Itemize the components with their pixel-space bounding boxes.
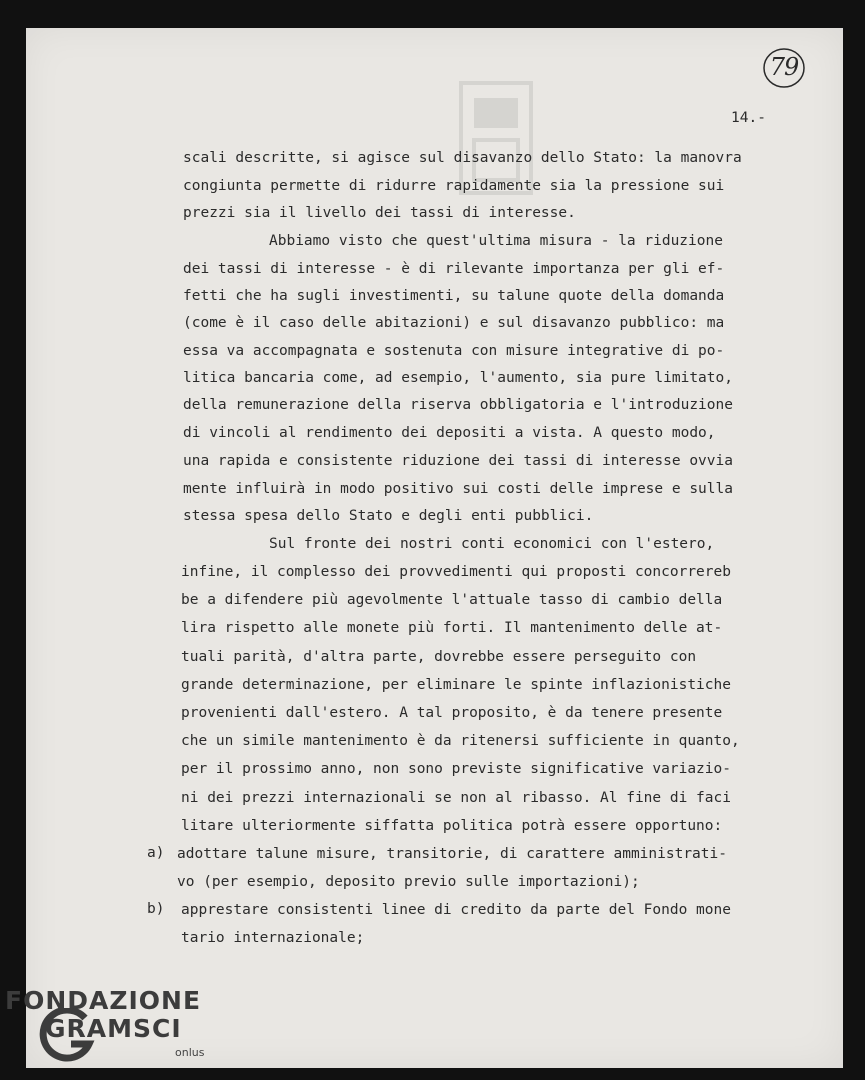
fondazione-gramsci-logo (5, 986, 220, 1066)
list-marker-b: b) (147, 901, 165, 917)
text-line: vo (per esempio, deposito previo sulle importazioni); (177, 874, 640, 890)
text-line: mente influirà in modo positivo sui costi delle imprese e sulla (183, 481, 733, 497)
text-line: di vincoli al rendimento dei depositi a vista. A questo modo, (183, 425, 716, 441)
text-line: be a difendere più agevolmente l'attuale tasso di cambio della (181, 592, 723, 608)
logo-line-3: onlus (175, 1046, 205, 1059)
text-line: Sul fronte dei nostri conti economici con l'estero, (269, 536, 715, 552)
text-line: ni dei prezzi internazionali se non al ribasso. Al fine di faci (181, 790, 731, 806)
page-number: 14.- (731, 110, 766, 126)
text-line: che un simile mantenimento è da ritenersi sufficiente in quanto, (181, 733, 740, 749)
text-line: grande determinazione, per eliminare le spinte inflazionistiche (181, 677, 731, 693)
text-line: tuali parità, d'altra parte, dovrebbe essere perseguito con (181, 649, 697, 665)
text-line: (come è il caso delle abitazioni) e sul disavanzo pubblico: ma (183, 315, 725, 331)
list-marker-a: a) (147, 845, 165, 861)
text-line: litare ulteriormente siffatta politica potrà essere opportuno: (181, 818, 723, 834)
text-line: tario internazionale; (181, 930, 365, 946)
text-line: lira rispetto alle monete più forti. Il mantenimento delle at- (181, 620, 723, 636)
text-line: litica bancaria come, ad esempio, l'aumento, sia pure limitato, (183, 370, 733, 386)
text-line: per il prossimo anno, non sono previste significative variazio- (181, 761, 731, 777)
text-line: fetti che ha sugli investimenti, su talune quote della domanda (183, 288, 725, 304)
text-line: dei tassi di interesse - è di rilevante importanza per gli ef- (183, 261, 725, 277)
text-line: infine, il complesso dei provvedimenti qui proposti concorrereb (181, 564, 731, 580)
logo-line-1: FONDAZIONE (5, 986, 202, 1015)
text-line: stessa spesa dello Stato e degli enti pubblici. (183, 508, 594, 524)
text-line: adottare talune misure, transitorie, di carattere amministrati- (177, 846, 727, 862)
text-line: prezzi sia il livello dei tassi di interesse. (183, 205, 576, 221)
text-line: Abbiamo visto che quest'ultima misura - la riduzione (269, 233, 723, 249)
text-line: una rapida e consistente riduzione dei tassi di interesse ovvia (183, 453, 733, 469)
text-line: provenienti dall'estero. A tal proposito, è da tenere presente (181, 705, 723, 721)
logo-line-2: GRAMSCI (45, 1014, 182, 1043)
text-line: della remunerazione della riserva obbligatoria e l'introduzione (183, 397, 733, 413)
text-line: scali descritte, si agisce sul disavanzo dello Stato: la manovra (183, 150, 742, 166)
text-line: congiunta permette di ridurre rapidamente sia la pressione sui (183, 178, 725, 194)
archive-number-text: 79 (769, 53, 799, 81)
text-line: essa va accompagnata e sostenuta con misure integrative di po- (183, 343, 725, 359)
text-line: apprestare consistenti linee di credito da parte del Fondo mone (181, 902, 731, 918)
archive-number-stamp (762, 46, 806, 90)
